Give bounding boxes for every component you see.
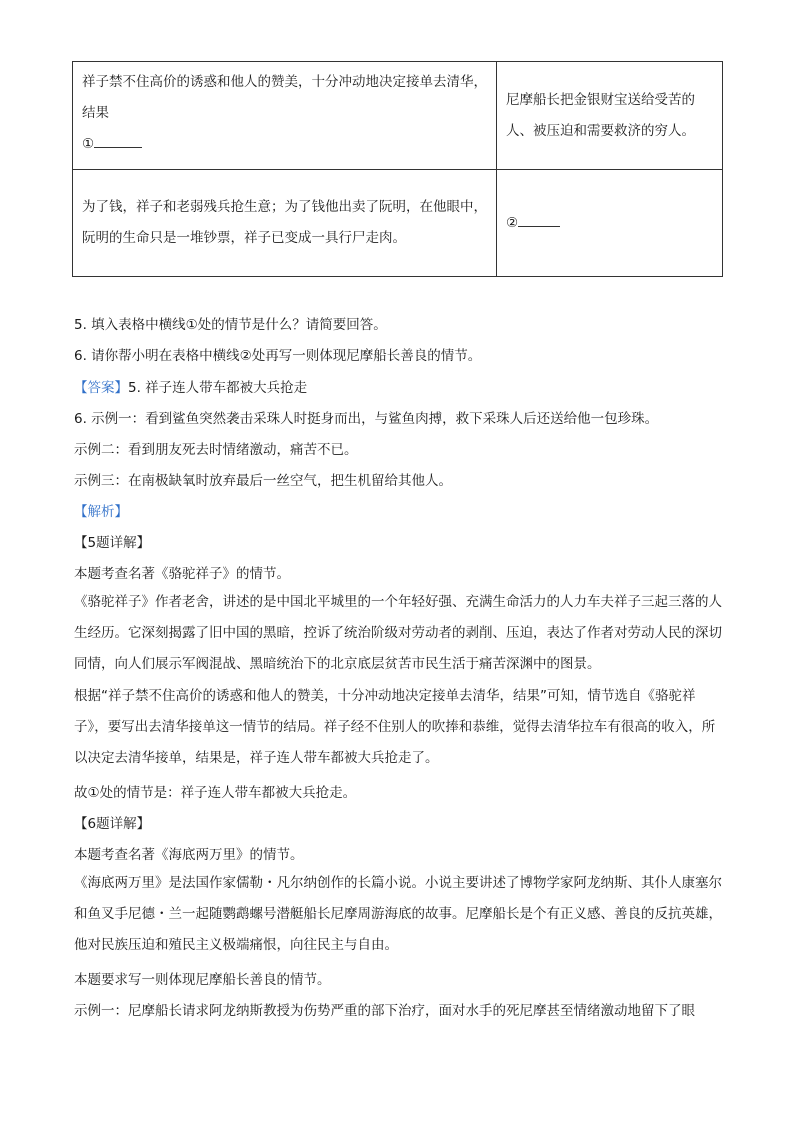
answer-tag: 【答案】 [74, 380, 128, 396]
blank-label: ① [82, 136, 95, 152]
table-cell [73, 62, 497, 170]
section-heading-6: 【6题详解】 [74, 816, 151, 832]
cell-text: 尼摩船长把金银财宝送给受苦的人、被压迫和需要救济的穷人。 [506, 91, 695, 139]
table-row [73, 62, 723, 170]
paragraph: 本题考查名著《海底两万里》的情节。 [74, 847, 304, 863]
blank-label: ② [506, 214, 519, 231]
paragraph: 示例一：尼摩船长请求阿龙纳斯教授为伤势严重的部下治疗，面对水手的死尼摩甚至情绪激动地留下了眼 [74, 1003, 695, 1019]
paragraph: 故①处的情节是：祥子连人带车都被大兵抢走。 [74, 785, 357, 801]
answer-5: 5. 祥子连人带车都被大兵抢走 [128, 380, 308, 396]
table-cell [497, 170, 723, 277]
paragraph: 本题考查名著《骆驼祥子》的情节。 [74, 566, 290, 582]
paragraph: 《海底两万里》是法国作家儒勒・凡尔纳创作的长篇小说。小说主要讲述了博物学家阿龙纳斯、其仆人康塞尔和鱼叉手尼德・兰一起随鹦鹉螺号潜艇船长尼摩周游海底的故事。尼摩船长是个有正义感、善良的反抗英雄，他对民族压迫和殖民主义极端痛恨，向往民主与自由。 [74, 875, 722, 953]
cell-text: 祥子禁不住高价的诱惑和他人的赞美，十分冲动地决定接单去清华，结果 [82, 74, 487, 121]
table-row [73, 170, 723, 277]
answer-blank [94, 129, 142, 148]
question-5: 5. 填入表格中横线①处的情节是什么？请简要回答。 [74, 317, 387, 333]
paragraph: 《骆驼祥子》作者老舍，讲述的是中国北平城里的一个年轻好强、充满生命活力的人力车夫祥子三起三落的人生经历。它深刻揭露了旧中国的黑暗，控诉了统治阶级对劳动者的剥削、压迫，表达了作者对劳动人民的深切同情，向人们展示军阀混战、黑暗统治下的北京底层贫苦市民生活于痛苦深渊中的图景。 [74, 594, 722, 672]
paragraph: 本题要求写一则体现尼摩船长善良的情节。 [74, 972, 331, 988]
table-cell [73, 170, 497, 277]
cell-text: 为了钱，祥子和老弱残兵抢生意；为了钱他出卖了阮明，在他眼中，阮明的生命只是一堆钞票，祥子已变成一具行尸走肉。 [82, 199, 487, 246]
analysis-tag: 【解析】 [74, 504, 128, 520]
paragraph: 根据“祥子禁不住高价的诱惑和他人的赞美，十分冲动地决定接单去清华，结果”可知，情节选自《骆驼祥子》，要写出去清华接单这一情节的结局。祥子经不住别人的吹捧和恭维，觉得去清华拉车有很高的收入，所以决定去清华接单，结果是，祥子连人带车都被大兵抢走了。 [74, 688, 716, 766]
section-heading-5: 【5题详解】 [74, 535, 151, 551]
answer-example-2: 示例二：看到朋友死去时情绪激动，痛苦不已。 [74, 442, 358, 458]
answer-blank [518, 208, 560, 227]
question-6: 6. 请你帮小明在表格中横线②处再写一则体现尼摩船长善良的情节。 [74, 348, 482, 364]
answer-example-3: 示例三：在南极缺氧时放弃最后一丝空气，把生机留给其他人。 [74, 473, 452, 489]
plot-comparison-table [72, 61, 723, 277]
answer-6: 6. 示例一：看到鲨鱼突然袭击采珠人时挺身而出，与鲨鱼肉搏，救下采珠人后还送给他一包珍珠。 [74, 411, 659, 427]
answer-line [74, 376, 722, 396]
table-cell [497, 62, 723, 170]
